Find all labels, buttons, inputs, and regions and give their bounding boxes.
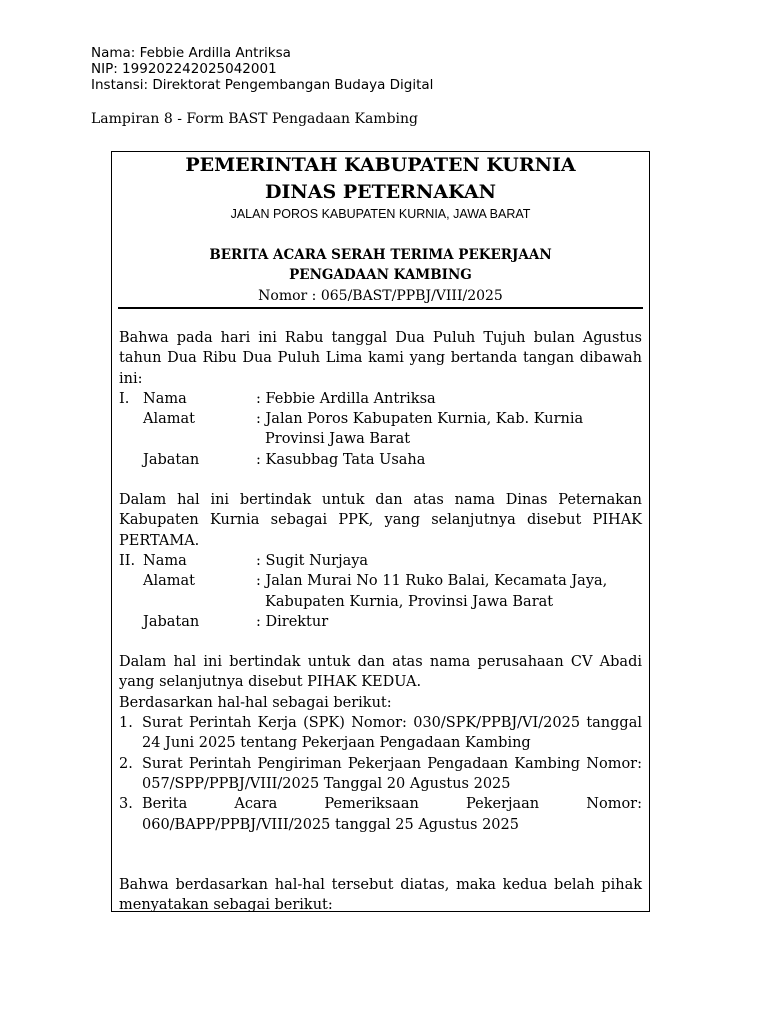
- party1-position: : Kasubbag Tata Usaha: [256, 451, 426, 468]
- party2-address-row-2: [119, 592, 642, 612]
- party2-name-row: [119, 551, 642, 571]
- intro-paragraph: Bahwa pada hari ini Rabu tanggal Dua Puluh Tujuh bulan Agustus tahun Dua Ribu Dua Puluh Lima kami yang bertanda tangan dibawah ini:: [119, 330, 642, 387]
- letterhead-agency: DINAS PETERNAKAN: [265, 181, 496, 203]
- party2-position-label: Jabatan: [143, 613, 200, 630]
- list-item-number: 3.: [119, 796, 133, 813]
- party1-address-row-2: [119, 429, 642, 449]
- party1-index: I.: [119, 390, 130, 407]
- author-name: Nama: Febbie Ardilla Antriksa: [91, 45, 291, 61]
- party1-address: : Jalan Poros Kabupaten Kurnia, Kab. Kurnia: [256, 411, 584, 428]
- party2-address-cont: Kabupaten Kurnia, Provinsi Jawa Barat: [265, 593, 554, 610]
- party1-address-label: Alamat: [143, 411, 195, 428]
- party2-name-label: Nama: [143, 552, 187, 569]
- party2-index: II.: [119, 552, 136, 569]
- list-item-text: Berita Acara Pemeriksaan Pekerjaan Nomor:: [142, 796, 642, 813]
- party2-address-label: Alamat: [143, 573, 195, 590]
- party1-position-row: [119, 450, 642, 470]
- author-nip: NIP: 199202242025042001: [91, 61, 277, 77]
- party2-statement: Dalam hal ini bertindak untuk dan atas nama perusahaan CV Abadi yang selanjutnya disebut PIHAK KEDUA.: [119, 654, 642, 691]
- party2-address: : Jalan Murai No 11 Ruko Balai, Kecamata Jaya,: [256, 573, 608, 590]
- list-item: [119, 754, 642, 795]
- list-item-text: Surat Perintah Kerja (SPK) Nomor: 030/SPK/PPBJ/VI/2025 tanggal 24 Juni 2025 tentang Pekerjaan Pengadaan Kambing: [142, 715, 642, 752]
- party1-address-row: [119, 409, 642, 429]
- author-info: [91, 45, 433, 93]
- document-frame: [111, 151, 650, 912]
- document-title-line2: PENGADAAN KAMBING: [289, 267, 472, 283]
- party2-address-row: [119, 571, 642, 591]
- closing-paragraph: Bahwa berdasarkan hal-hal tersebut diatas, maka kedua belah pihak menyatakan sebagai berikut:: [119, 876, 642, 914]
- list-item-text-cont: 060/BAPP/PPBJ/VIII/2025 tanggal 25 Agustus 2025: [142, 816, 519, 833]
- document-number: Nomor : 065/BAST/PPBJ/VIII/2025: [258, 288, 503, 304]
- party1-address-cont: Provinsi Jawa Barat: [265, 431, 411, 448]
- list-item-number: 2.: [119, 755, 133, 772]
- letterhead-government: PEMERINTAH KABUPATEN KURNIA: [185, 154, 576, 176]
- list-item: [119, 713, 642, 754]
- party2-name: : Sugit Nurjaya: [256, 552, 369, 569]
- document-title-line1: BERITA ACARA SERAH TERIMA PEKERJAAN: [209, 247, 552, 263]
- letterhead-address: JALAN POROS KABUPATEN KURNIA, JAWA BARAT: [230, 207, 531, 221]
- party1-position-label: Jabatan: [143, 451, 200, 468]
- header-divider: [118, 307, 643, 309]
- party1-name-label: Nama: [143, 390, 187, 407]
- author-instansi: Instansi: Direktorat Pengembangan Budaya Digital: [91, 77, 434, 93]
- party1-statement: Dalam hal ini bertindak untuk dan atas nama Dinas Peternakan Kabupaten Kurnia sebagai PPK, yang selanjutnya disebut PIHAK PERTAMA.: [119, 492, 642, 549]
- list-item-number: 1.: [119, 715, 133, 732]
- document-body: [119, 328, 642, 915]
- party2-position: : Direktur: [256, 613, 329, 630]
- list-item-text: Surat Perintah Pengiriman Pekerjaan Pengadaan Kambing Nomor: 057/SPP/PPBJ/VIII/2025 Tanggal 20 Agustus 2025: [142, 755, 642, 792]
- list-item: [119, 794, 642, 835]
- party2-position-row: [119, 612, 642, 632]
- party1-name-row: [119, 389, 642, 409]
- basis-intro: Berdasarkan hal-hal sebagai berikut:: [119, 694, 392, 711]
- attachment-title: Lampiran 8 - Form BAST Pengadaan Kambing: [91, 111, 418, 127]
- party1-name: : Febbie Ardilla Antriksa: [256, 390, 436, 407]
